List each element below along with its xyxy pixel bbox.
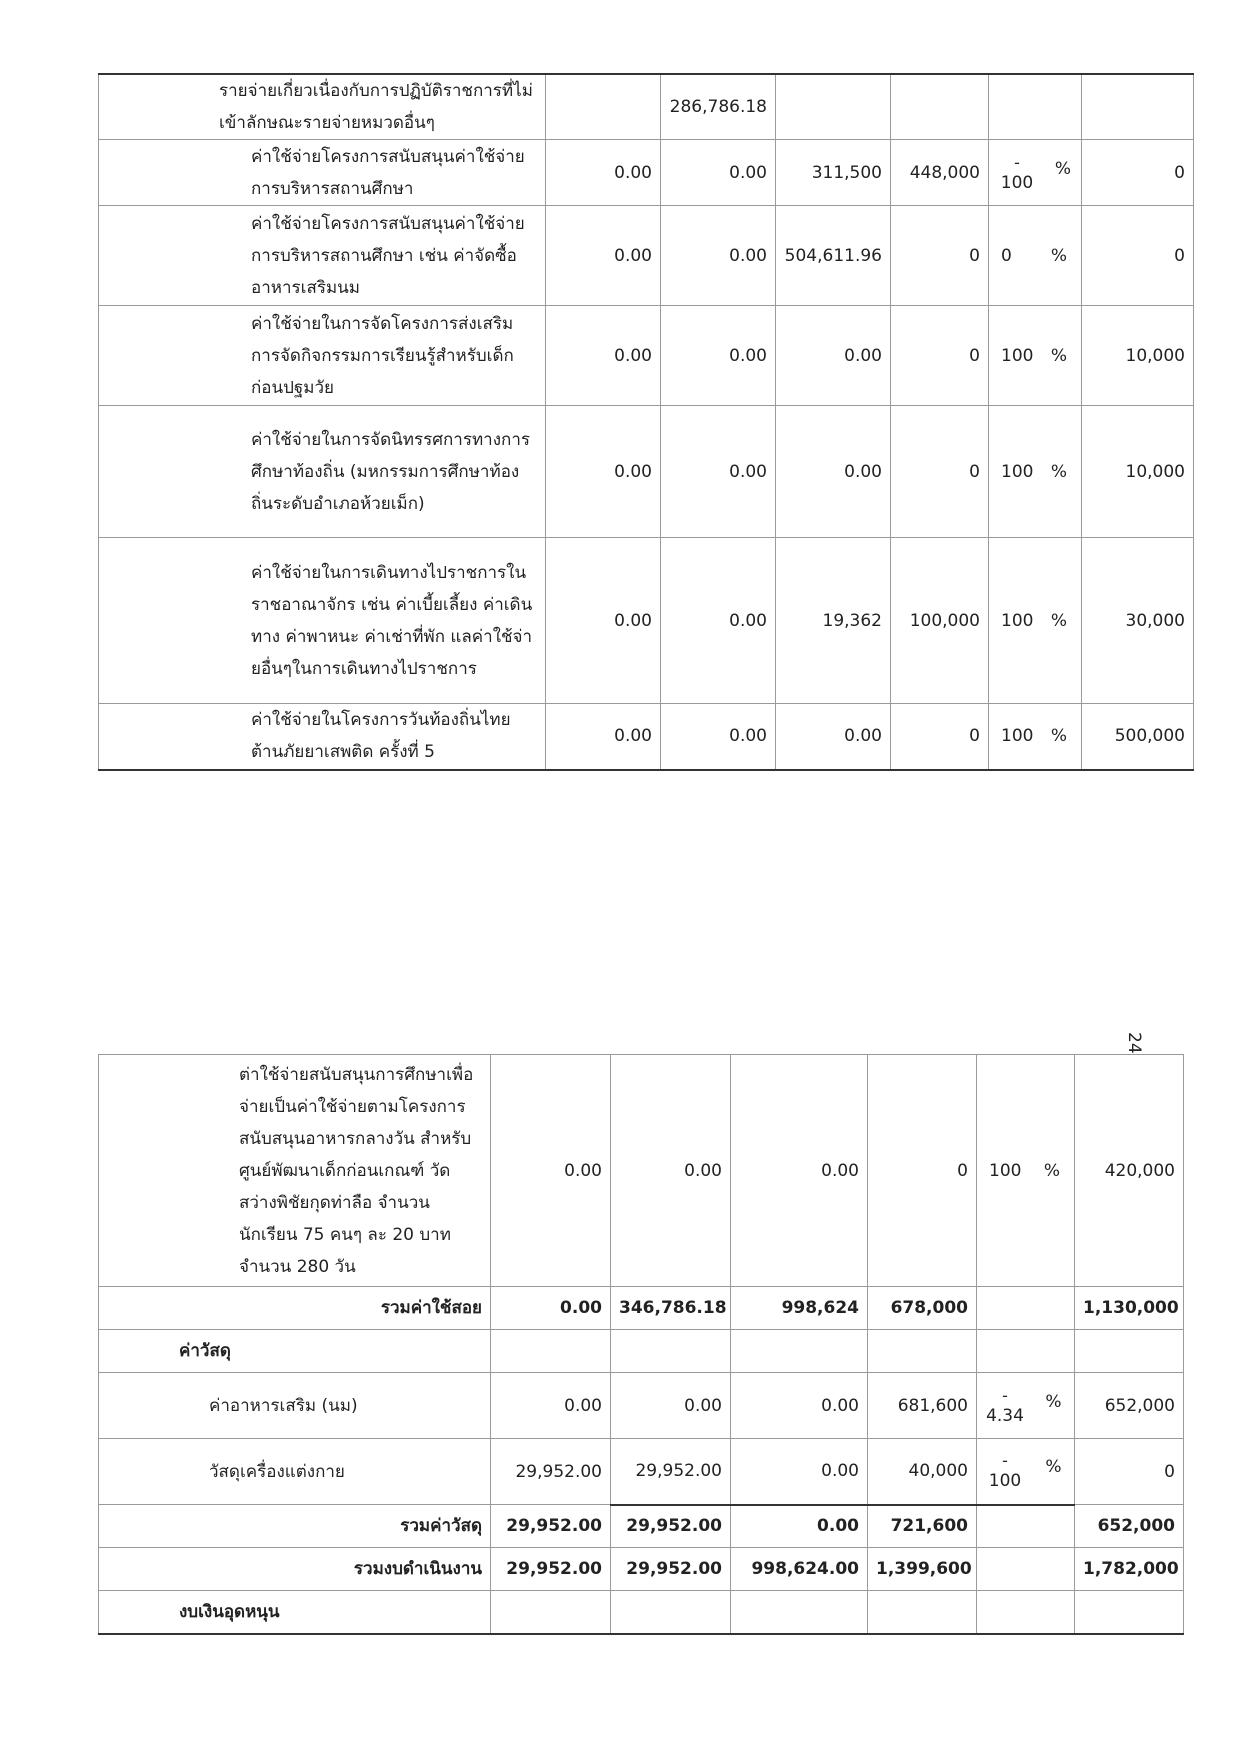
total-label: รวมค่าใช้สอย [99,1287,491,1330]
col-2-value: 0.00 [546,406,661,538]
col-3-value: 0.00 [611,1055,731,1287]
col-5-value: 0 [891,704,989,770]
percent-value: 100 [1000,172,1034,193]
col-2-value: 0.00 [491,1055,611,1287]
col-4-value: 0.00 [731,1505,868,1548]
section-header-row [99,1330,1184,1373]
percent-change: - 100 % [977,1439,1075,1505]
col-5-value: 0 [891,406,989,538]
total-row-expenses [99,1287,1184,1330]
percent-value: 100 [1001,461,1034,482]
total-label: รวมค่าวัสดุ [99,1505,491,1548]
col-7-value: 0 [1082,206,1194,306]
col-4-value: 0.00 [731,1055,868,1287]
col-7-value: 1,130,000 [1075,1287,1184,1330]
col-7-value: 10,000 [1082,306,1194,406]
col-5-value: 1,399,600 [868,1548,977,1591]
col-2-value: 0.00 [546,306,661,406]
col-5-value: 40,000 [868,1439,977,1505]
col-4-value: 998,624.00 [731,1548,868,1591]
percent-change [989,704,1082,770]
col-7-value [1082,74,1194,140]
col-5-value: 0 [868,1055,977,1287]
col-5-value: 681,600 [868,1373,977,1439]
col-7-value: 10,000 [1082,406,1194,538]
col-3-value: 0.00 [661,306,776,406]
col-3-value: 29,952.00 [611,1548,731,1591]
percent-value: 0 [1001,245,1012,266]
col-2-value: 29,952.00 [491,1439,611,1505]
percent-change: - 100 % [989,140,1082,206]
row-description: ค่าใช้จ่ายโครงการสนับสนุนค่าใช้จ่ายการบริหารสถานศึกษา เช่น ค่าจัดซื้ออาหารเสริมนม [99,206,546,306]
col-3-value: 0.00 [661,538,776,704]
col-4-value [776,74,891,140]
percent-change [989,306,1082,406]
table-row [99,140,1194,206]
col-5-value: 100,000 [891,538,989,704]
percent-sign: % [1054,158,1072,179]
percent-change [989,538,1082,704]
table-row [99,704,1194,770]
col-2-value [546,74,661,140]
percent-sign: % [1050,245,1067,266]
col-3-value: 0.00 [661,140,776,206]
col-4-value: 0.00 [776,306,891,406]
col-3-value: 29,952.00 [611,1505,731,1548]
table-row [99,74,1194,140]
percent-change [977,1055,1075,1287]
col-3-value: 0.00 [611,1373,731,1439]
col-5-value: 448,000 [891,140,989,206]
col-3-value: 0.00 [661,206,776,306]
col-3-value: 346,786.18 [611,1287,731,1330]
percent-value: 100 [989,1160,1022,1181]
col-4-value: 311,500 [776,140,891,206]
total-label: รวมงบดำเนินงาน [99,1548,491,1591]
col-3-value: 0.00 [661,704,776,770]
col-2-value: 29,952.00 [491,1505,611,1548]
col-4-value: 0.00 [776,704,891,770]
col-5-value: 0 [891,206,989,306]
col-7-value: 652,000 [1075,1505,1184,1548]
table-row [99,406,1194,538]
table-row [99,206,1194,306]
col-5-value: 678,000 [868,1287,977,1330]
col-4-value: 998,624 [731,1287,868,1330]
percent-sign: % [1045,1457,1062,1478]
col-7-value: 500,000 [1082,704,1194,770]
percent-change [989,206,1082,306]
col-5-value: 0 [891,306,989,406]
col-7-value: 1,782,000 [1075,1548,1184,1591]
col-3-value: 0.00 [661,406,776,538]
percent-value: 4.34 [986,1405,1024,1426]
col-4-value: 0.00 [731,1373,868,1439]
percent-sign: % [1045,1391,1062,1412]
col-4-value: 0.00 [776,406,891,538]
percent-value: 100 [1001,345,1034,366]
percent-sign: % [1050,726,1067,747]
col-7-value: 420,000 [1075,1055,1184,1287]
col-3-value: 286,786.18 [661,74,776,140]
budget-table-bottom [98,1054,1184,1635]
col-5-value [891,74,989,140]
col-2-value: 0.00 [546,538,661,704]
percent-sign: % [1050,610,1067,631]
col-2-value: 0.00 [546,206,661,306]
percent-sign: % [1050,345,1067,366]
col-4-value: 504,611.96 [776,206,891,306]
row-description: ค่าใช้จ่ายในการเดินทางไปราชการในราชอาณาจักร เช่น ค่าเบี้ยเลี้ยง ค่าเดินทาง ค่าพาหนะ ค่าเช่าที่พัก แลค่าใช้จ่ายอื่นๆในการเดินทางไปราชการ [99,538,546,704]
col-4-value: 19,362 [776,538,891,704]
col-2-value: 0.00 [546,140,661,206]
budget-table-top [98,73,1194,771]
percent-value: 100 [988,1471,1022,1492]
table-row [99,306,1194,406]
col-2-value: 29,952.00 [491,1548,611,1591]
percent-change [977,1505,1075,1548]
row-description: วัสดุเครื่องแต่งกาย [99,1439,491,1505]
col-2-value: 0.00 [546,704,661,770]
total-row-operating [99,1548,1184,1591]
percent-sign: % [1043,1160,1060,1181]
row-description: ค่าใช้จ่ายในการจัดโครงการส่งเสริมการจัดกิจกรรมการเรียนรู้สำหรับเด็กก่อนปฐมวัย [99,306,546,406]
table-row [99,1373,1184,1439]
col-7-value: 30,000 [1082,538,1194,704]
section-header-subsidy: งบเงินอุดหนุน [99,1591,491,1634]
percent-value: 100 [1001,726,1034,747]
row-description: ต่าใช้จ่ายสนับสนุนการศึกษาเพื่อจ่ายเป็นค่าใช้จ่ายตามโครงการสนับสนุนอาหารกลางวัน สำหรับศูนย์พัฒนาเด็กก่อนเกณฑ์ วัดสว่างพิชัยกุดท่าลือ จำนวนนักเรียน 75 คนๆ ละ 20 บาท จำนวน 280 วัน [99,1055,491,1287]
row-description: ค่าใช้จ่ายในโครงการวันท้องถิ่นไทยต้านภัยยาเสพติด ครั้งที่ 5 [99,704,546,770]
percent-change [989,406,1082,538]
col-7-value: 0 [1082,140,1194,206]
col-5-value: 721,600 [868,1505,977,1548]
row-description: ค่าใช้จ่ายในการจัดนิทรรศการทางการศึกษาท้องถิ่น (มหกรรมการศึกษาท้องถิ่นระดับอำเภอห้วยเม็ก) [99,406,546,538]
percent-change [977,1548,1075,1591]
row-description: ค่าอาหารเสริม (นม) [99,1373,491,1439]
row-description: รายจ่ายเกี่ยวเนื่องกับการปฏิบัติราชการที่ไม่เข้าลักษณะรายจ่ายหมวดอื่นๆ [99,74,546,140]
col-7-value: 652,000 [1075,1373,1184,1439]
table-row [99,1439,1184,1505]
section-header-row [99,1591,1184,1634]
table-row [99,1055,1184,1287]
percent-change [977,1287,1075,1330]
col-2-value: 0.00 [491,1373,611,1439]
page-number: 24 [1124,1032,1144,1054]
col-2-value: 0.00 [491,1287,611,1330]
percent-value: 100 [1001,610,1034,631]
total-row-materials [99,1505,1184,1548]
percent-change [989,74,1082,140]
table-row [99,538,1194,704]
col-3-value: 29,952.00 [611,1439,731,1505]
col-4-value: 0.00 [731,1439,868,1505]
percent-change: - 4.34 % [977,1373,1075,1439]
section-header-materials: ค่าวัสดุ [99,1330,491,1373]
col-7-value: 0 [1075,1439,1184,1505]
percent-sign: % [1050,461,1067,482]
row-description: ค่าใช้จ่ายโครงการสนับสนุนค่าใช้จ่ายการบริหารสถานศึกษา [99,140,546,206]
